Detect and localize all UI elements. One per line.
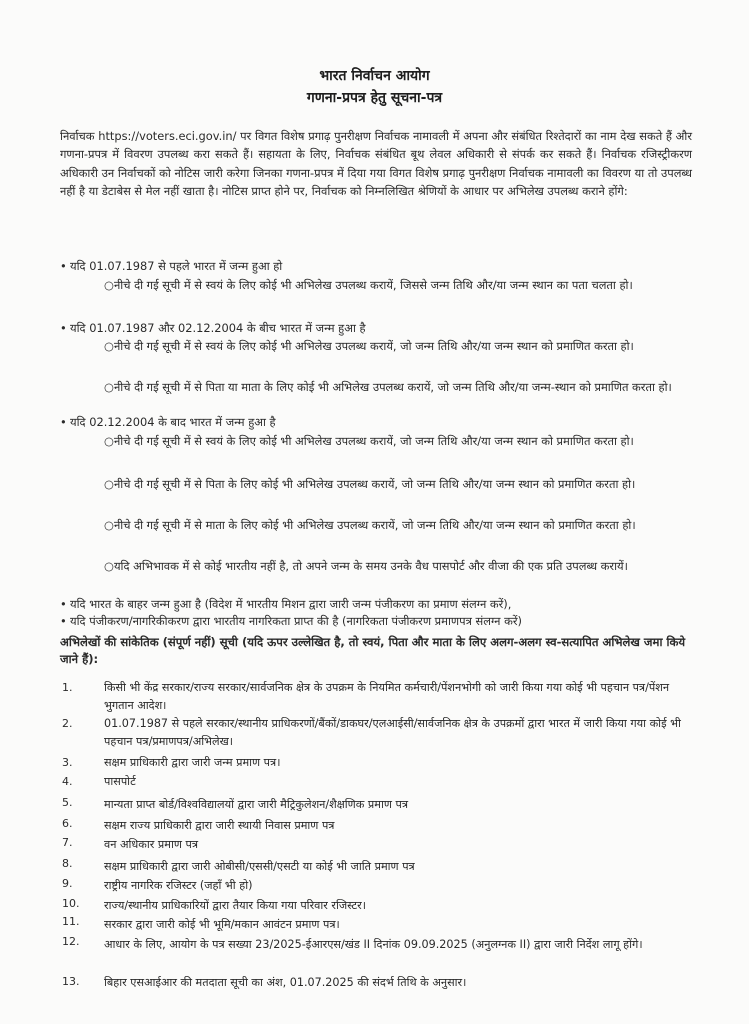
category-sub-item: ○नीचे दी गई सूची में से स्वयं के लिए कोई भी अभिलेख उपलब्ध करायें, जिससे जन्म तिथि और/या जन्म स्थान का पता चलता हो।: [104, 278, 633, 292]
document-number: 3.: [62, 756, 73, 769]
category-label: यदि 01.07.1987 और 02.12.2004 के बीच भारत में जन्म हुआ है: [70, 321, 366, 335]
document-number: 1.: [62, 681, 73, 694]
document-item: 01.07.1987 से पहले सरकार/स्थानीय प्राधिकरणों/बैंकों/डाकघर/एलआईसी/सार्वजनिक क्षेत्र के उपक्रमों द्वारा भारत में जारी किया गया कोई भी पहचान पत्र/प्रमाणपत्र/अभिलेख।: [104, 717, 681, 748]
document-item: किसी भी केंद्र सरकार/राज्य सरकार/सार्वजनिक क्षेत्र के उपक्रम के नियमित कर्मचारी/पेंशनभोगी को जारी किया गया कोई भी पहचान पत्र/पेंशन भुगतान आदेश।: [104, 681, 670, 712]
document-number: 13.: [62, 975, 80, 988]
bullet-icon: •: [60, 614, 67, 628]
category-sub-item: ○नीचे दी गई सूची में से स्वयं के लिए कोई भी अभिलेख उपलब्ध करायें, जो जन्म तिथि और/या जन्म स्थान को प्रमाणित करता हो।: [104, 339, 634, 353]
bullet-icon: •: [60, 415, 67, 429]
documents-heading: अभिलेखों की सांकेतिक (संपूर्ण नहीं) सूची (यदि ऊपर उल्लेखित है, तो स्वयं, पिता और माता के लिए अलग-अलग स्व-सत्यापित अभिलेख जमा किये जाने हैं):: [60, 635, 686, 666]
category-after-2004: [60, 414, 700, 430]
document-number: 2.: [62, 717, 73, 730]
document-item: सक्षम प्राधिकारी द्वारा जारी ओबीसी/एससी/एसटी या कोई भी जाति प्रमाण पत्र: [104, 860, 415, 873]
document-number: 7.: [62, 836, 73, 849]
document-item: सक्षम राज्य प्राधिकारी द्वारा जारी स्थायी निवास प्रमाण पत्र: [104, 819, 335, 832]
page-title: भारत निर्वाचन आयोग: [319, 68, 430, 84]
document-number: 11.: [62, 915, 80, 928]
document-item: पासपोर्ट: [104, 775, 136, 788]
document-number: 8.: [62, 857, 73, 870]
category-born-abroad: [60, 596, 700, 612]
document-item: वन अधिकार प्रमाण पत्र: [104, 838, 199, 851]
document-number: 10.: [62, 897, 80, 910]
bullet-icon: •: [60, 259, 67, 273]
category-label: यदि पंजीकरण/नागरिकीकरण द्वारा भारतीय नागरिकता प्राप्त की है (नागरिकता पंजीकरण प्रमाणपत्र संलग्न करें): [70, 614, 522, 628]
document-item: सरकार द्वारा जारी कोई भी भूमि/मकान आवंटन प्रमाण पत्र।: [104, 918, 340, 931]
category-label: यदि 01.07.1987 से पहले भारत में जन्म हुआ हो: [70, 259, 283, 273]
document-item: बिहार एसआईआर की मतदाता सूची का अंश, 01.07.2025 की संदर्भ तिथि के अनुसार।: [104, 976, 467, 989]
bullet-icon: •: [60, 597, 67, 611]
category-1987-2004: [60, 320, 700, 336]
category-sub-item: ○यदि अभिभावक में से कोई भारतीय नहीं है, तो अपने जन्म के समय उनके वैध पासपोर्ट और वीजा की एक प्रति उपलब्ध करायें।: [104, 559, 628, 573]
document-number: 6.: [62, 817, 73, 830]
intro-paragraph: निर्वाचक https://voters.eci.gov.in/ पर विगत विशेष प्रगाढ़ पुनरीक्षण निर्वाचक नामावली में अपना और संबंधित रिश्तेदारों का नाम देख सकते हैं और गणना-प्रपत्र में विवरण उपलब्ध करा सकते हैं। सहायता के लिए, निर्वाचक संबंधित बूथ लेवल अधिकारी से संपर्क कर सकते हैं। निर्वाचक रजिस्ट्रीकरण अधिकारी उन निर्वाचकों को नोटिस जारी करेगा जिनका गणना-प्रपत्र में दिया गया विगत विशेष प्रगाढ़ पुनरीक्षण निर्वाचक नामावली का विवरण या तो उपलब्ध नहीं है या डेटाबेस से मेल नहीं खाता है। नोटिस प्राप्त होने पर, निर्वाचक को निम्नलिखित श्रेणियों के आधार पर अभिलेख उपलब्ध कराने होंगे:: [60, 129, 692, 198]
category-sub-item: ○नीचे दी गई सूची में से माता के लिए कोई भी अभिलेख उपलब्ध करायें, जो जन्म तिथि और/या जन्म स्थान को प्रमाणित करता हो।: [104, 518, 636, 532]
category-sub-item: ○नीचे दी गई सूची में से स्वयं के लिए कोई भी अभिलेख उपलब्ध करायें, जो जन्म तिथि और/या जन्म स्थान को प्रमाणित करता हो।: [104, 434, 634, 448]
document-item: सक्षम प्राधिकारी द्वारा जारी जन्म प्रमाण पत्र।: [104, 756, 281, 769]
category-sub-item: ○नीचे दी गई सूची में से पिता के लिए कोई भी अभिलेख उपलब्ध करायें, जो जन्म तिथि और/या जन्म स्थान को प्रमाणित करता हो।: [104, 477, 636, 491]
category-before-1987: [60, 258, 700, 274]
document-item: मान्यता प्राप्त बोर्ड/विश्वविद्यालयों द्वारा जारी मैट्रिकुलेशन/शैक्षणिक प्रमाण पत्र: [104, 798, 409, 811]
document-number: 4.: [62, 775, 73, 788]
category-sub-item: ○नीचे दी गई सूची में से पिता या माता के लिए कोई भी अभिलेख उपलब्ध करायें, जो जन्म तिथि और/या जन्म-स्थान को प्रमाणित करता हो।: [104, 380, 672, 394]
category-label: यदि भारत के बाहर जन्म हुआ है (विदेश में भारतीय मिशन द्वारा जारी जन्म पंजीकरण का प्रमाण संलग्न करें),: [70, 597, 512, 611]
category-label: यदि 02.12.2004 के बाद भारत में जन्म हुआ है: [70, 415, 276, 429]
document-item: राज्य/स्थानीय प्राधिकारियों द्वारा तैयार किया गया परिवार रजिस्टर।: [104, 899, 366, 912]
category-naturalization: [60, 613, 700, 629]
document-item: आधार के लिए, आयोग के पत्र सख्या 23/2025-ईआरएस/खंड II दिनांक 09.09.2025 (अनुलग्नक II) द्वारा जारी निर्देश लागू होंगे।: [104, 938, 643, 951]
page-subtitle: गणना-प्रपत्र हेतु सूचना-पत्र: [306, 90, 443, 106]
bullet-icon: •: [60, 321, 67, 335]
document-item: राष्ट्रीय नागरिक रजिस्टर (जहाँ भी हो): [104, 879, 253, 892]
document-number: 9.: [62, 877, 73, 890]
document-number: 5.: [62, 796, 73, 809]
document-number: 12.: [62, 935, 80, 948]
